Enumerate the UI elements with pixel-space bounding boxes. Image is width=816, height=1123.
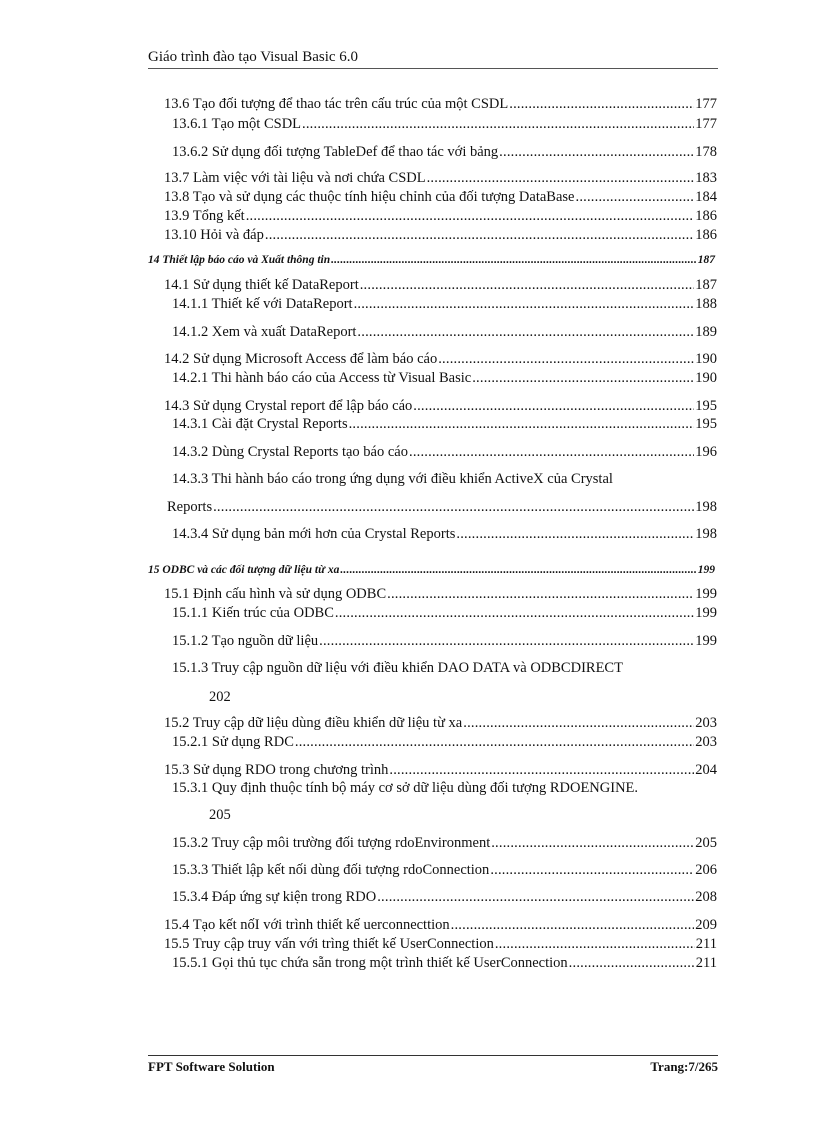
toc-page-number: 204 xyxy=(695,762,717,778)
toc-leader-dots xyxy=(302,115,694,133)
toc-entry-title: Reports xyxy=(167,499,213,515)
toc-leader-dots xyxy=(472,369,694,387)
toc-entry-15-4[interactable] xyxy=(164,916,717,934)
toc-entry-title: 13.10 Hỏi và đáp xyxy=(164,227,264,243)
toc-leader-dots xyxy=(409,443,694,461)
toc-page-number: 211 xyxy=(695,955,717,971)
toc-entry-15-5-1[interactable] xyxy=(172,954,717,972)
toc-leader-dots xyxy=(213,498,694,516)
toc-leader-dots xyxy=(438,350,694,368)
toc-leader-dots xyxy=(335,604,694,622)
toc-page-number: 186 xyxy=(695,208,717,224)
toc-entry-title: 15.1.2 Tạo nguồn dữ liệu xyxy=(172,633,319,649)
toc-page-number: 208 xyxy=(695,889,717,905)
toc-entry-15-5[interactable] xyxy=(164,935,717,953)
toc-leader-dots xyxy=(246,207,695,225)
toc-entry-14-3-3[interactable]: 14.3.3 Thi hành báo cáo trong ứng dụng với điều khiển ActiveX của Crystal xyxy=(172,471,613,487)
toc-leader-dots xyxy=(340,561,696,579)
toc-leader-dots xyxy=(456,525,694,543)
toc-entry-title: 15 ODBC và các đối tượng dữ liệu từ xa xyxy=(148,564,340,576)
toc-page-number: 177 xyxy=(695,96,717,112)
toc-entry-title: 13.6.1 Tạo một CSDL xyxy=(172,116,302,132)
toc-entry-title: 15.1.1 Kiến trúc của ODBC xyxy=(172,605,334,621)
toc-page-number: 209 xyxy=(695,917,717,933)
toc-page-number: 188 xyxy=(695,296,717,312)
toc-page-number: 198 xyxy=(695,499,717,515)
toc-leader-dots xyxy=(576,188,695,206)
toc-entry-title: 13.9 Tổng kết xyxy=(164,208,245,224)
toc-entry-14-2[interactable] xyxy=(164,350,717,368)
toc-entry-13-6-1[interactable] xyxy=(172,115,717,133)
toc-leader-dots xyxy=(569,954,695,972)
toc-entry-15-3-1[interactable]: 15.3.1 Quy định thuộc tính bộ máy cơ sở dữ liệu dùng đối tượng RDOENGINE. xyxy=(172,780,639,796)
toc-entry-title: 13.8 Tạo và sử dụng các thuộc tính hiệu chỉnh của đối tượng DataBase xyxy=(164,189,575,205)
toc-entry-14-1-1[interactable] xyxy=(172,295,717,313)
toc-entry-title: 14.3 Sử dụng Crystal report để lập báo cáo xyxy=(164,398,413,414)
toc-leader-dots xyxy=(265,226,694,244)
toc-page-number: 195 xyxy=(695,398,717,414)
toc-leader-dots xyxy=(349,415,695,433)
toc-page-number: 190 xyxy=(695,351,717,367)
toc-page-number: 202 xyxy=(209,689,231,705)
toc-entry-13-8[interactable] xyxy=(164,188,717,206)
toc-entry-15-3[interactable] xyxy=(164,761,717,779)
toc-entry-title: 14.3.2 Dùng Crystal Reports tạo báo cáo xyxy=(172,444,408,460)
toc-entry-title: 15.3.4 Đáp ứng sự kiện trong RDO xyxy=(172,889,377,905)
toc-leader-dots xyxy=(387,585,694,603)
toc-leader-dots xyxy=(354,295,695,313)
toc-page-number: 199 xyxy=(695,605,717,621)
footer-company: FPT Software Solution xyxy=(148,1059,275,1074)
toc-entry-14-3-4[interactable] xyxy=(172,525,717,543)
toc-page-number: 187 xyxy=(697,254,715,266)
footer-page-indicator: Trang:7/265 xyxy=(650,1059,718,1074)
toc-leader-dots xyxy=(357,323,694,341)
toc-page-number: 183 xyxy=(695,170,717,186)
toc-leader-dots xyxy=(413,397,694,415)
toc-entry-15-3-4[interactable] xyxy=(172,888,717,906)
toc-page-number: 184 xyxy=(695,189,717,205)
toc-page-number: 199 xyxy=(697,564,715,576)
toc-entry-title: 15.5.1 Gọi thủ tục chứa sẵn trong một trình thiết kế UserConnection xyxy=(172,955,568,971)
toc-entry-14-3[interactable] xyxy=(164,397,717,415)
toc-entry-13-9[interactable] xyxy=(164,207,717,225)
toc-page-number: 198 xyxy=(695,526,717,542)
toc-leader-dots xyxy=(491,834,694,852)
toc-page-number: 186 xyxy=(695,227,717,243)
toc-entry-title: 15.5 Truy cập truy vấn với trìng thiết kế UserConnection xyxy=(164,936,494,952)
toc-chapter-14[interactable] xyxy=(148,251,715,269)
toc-page-number: 177 xyxy=(695,116,717,132)
toc-entry-title: 14.2.1 Thi hành báo cáo của Access từ Visual Basic xyxy=(172,370,472,386)
toc-entry-15-1-1[interactable] xyxy=(172,604,717,622)
toc-page-number: 190 xyxy=(695,370,717,386)
toc-page-number: 196 xyxy=(695,444,717,460)
toc-page-number: 189 xyxy=(695,324,717,340)
toc-entry-14-2-1[interactable] xyxy=(172,369,717,387)
toc-entry-14-3-1[interactable] xyxy=(172,415,717,433)
toc-entry-title: 13.6.2 Sử dụng đối tượng TableDef để thao tác với bảng xyxy=(172,144,499,160)
toc-page-number: 203 xyxy=(695,734,717,750)
toc-leader-dots xyxy=(509,95,694,113)
toc-page-number: 205 xyxy=(209,807,231,823)
toc-page-number: 206 xyxy=(695,862,717,878)
toc-entry-title: 14.2 Sử dụng Microsoft Access để làm báo cáo xyxy=(164,351,438,367)
toc-entry-13-6-2[interactable] xyxy=(172,143,717,161)
toc-entry-14-1[interactable] xyxy=(164,276,717,294)
page-header-title: Giáo trình đào tạo Visual Basic 6.0 xyxy=(148,49,359,65)
toc-page-number: 205 xyxy=(695,835,717,851)
toc-leader-dots xyxy=(389,761,694,779)
toc-entry-15-3-3[interactable] xyxy=(172,861,717,879)
toc-leader-dots xyxy=(331,251,697,269)
toc-entry-title: 14.1.2 Xem và xuất DataReport xyxy=(172,324,357,340)
toc-entry-14-3-3-continued[interactable] xyxy=(167,498,717,516)
toc-leader-dots xyxy=(490,861,694,879)
toc-leader-dots xyxy=(295,733,694,751)
toc-entry-14-1-2[interactable] xyxy=(172,323,717,341)
toc-entry-15-2[interactable] xyxy=(164,714,717,732)
toc-chapter-15[interactable] xyxy=(148,561,715,579)
toc-entry-title: 14.1 Sử dụng thiết kế DataReport xyxy=(164,277,359,293)
toc-entry-15-1[interactable] xyxy=(164,585,717,603)
toc-entry-title: 15.2.1 Sử dụng RDC xyxy=(172,734,294,750)
toc-entry-title: 14.1.1 Thiết kế với DataReport xyxy=(172,296,353,312)
toc-leader-dots xyxy=(427,169,695,187)
toc-entry-title: 15.4 Tạo kết nốI với trình thiết kế uerconnecttion xyxy=(164,917,450,933)
toc-leader-dots xyxy=(495,935,695,953)
toc-page-number: 199 xyxy=(695,633,717,649)
toc-entry-13-10[interactable] xyxy=(164,226,717,244)
toc-page-number: 211 xyxy=(695,936,717,952)
toc-leader-dots xyxy=(463,714,694,732)
toc-entry-title: 15.2 Truy cập dữ liệu dùng điều khiển dữ liệu từ xa xyxy=(164,715,463,731)
toc-entry-15-2-1[interactable] xyxy=(172,733,717,751)
toc-entry-title: 15.3 Sử dụng RDO trong chương trình xyxy=(164,762,389,778)
toc-entry-15-1-2[interactable] xyxy=(172,632,717,650)
toc-entry-14-3-2[interactable] xyxy=(172,443,717,461)
toc-entry-title: 14.3.4 Sử dụng bản mới hơn của Crystal Reports xyxy=(172,526,456,542)
toc-entry-title: 15.3.2 Truy cập môi trường đối tượng rdoEnvironment xyxy=(172,835,491,851)
toc-entry-title: 13.6 Tạo đối tượng để thao tác trên cấu trúc của một CSDL xyxy=(164,96,509,112)
toc-entry-title: 15.3.3 Thiết lập kết nối dùng đối tượng rdoConnection xyxy=(172,862,490,878)
toc-entry-13-6[interactable] xyxy=(164,95,717,113)
toc-leader-dots xyxy=(499,143,694,161)
toc-entry-title: 15.1 Định cấu hình và sử dụng ODBC xyxy=(164,586,387,602)
toc-page-number: 199 xyxy=(695,586,717,602)
toc-leader-dots xyxy=(319,632,694,650)
toc-leader-dots xyxy=(377,888,694,906)
toc-page-number: 187 xyxy=(695,277,717,293)
toc-entry-title: 14.3.1 Cài đặt Crystal Reports xyxy=(172,416,348,432)
toc-leader-dots xyxy=(360,276,695,294)
toc-page-number: 195 xyxy=(695,416,717,432)
toc-page-number: 203 xyxy=(695,715,717,731)
toc-entry-13-7[interactable] xyxy=(164,169,717,187)
toc-page-number: 178 xyxy=(695,144,717,160)
toc-entry-15-1-3[interactable]: 15.1.3 Truy cập nguồn dữ liệu với điều khiển DAO DATA và ODBCDIRECT xyxy=(172,660,623,676)
toc-entry-title: 13.7 Làm việc với tài liệu và nơi chứa CSDL xyxy=(164,170,426,186)
toc-entry-15-3-2[interactable] xyxy=(172,834,717,852)
toc-leader-dots xyxy=(451,916,695,934)
footer-divider xyxy=(148,1055,718,1056)
toc-entry-title: 14 Thiết lập báo cáo và Xuất thông tin xyxy=(148,254,331,266)
